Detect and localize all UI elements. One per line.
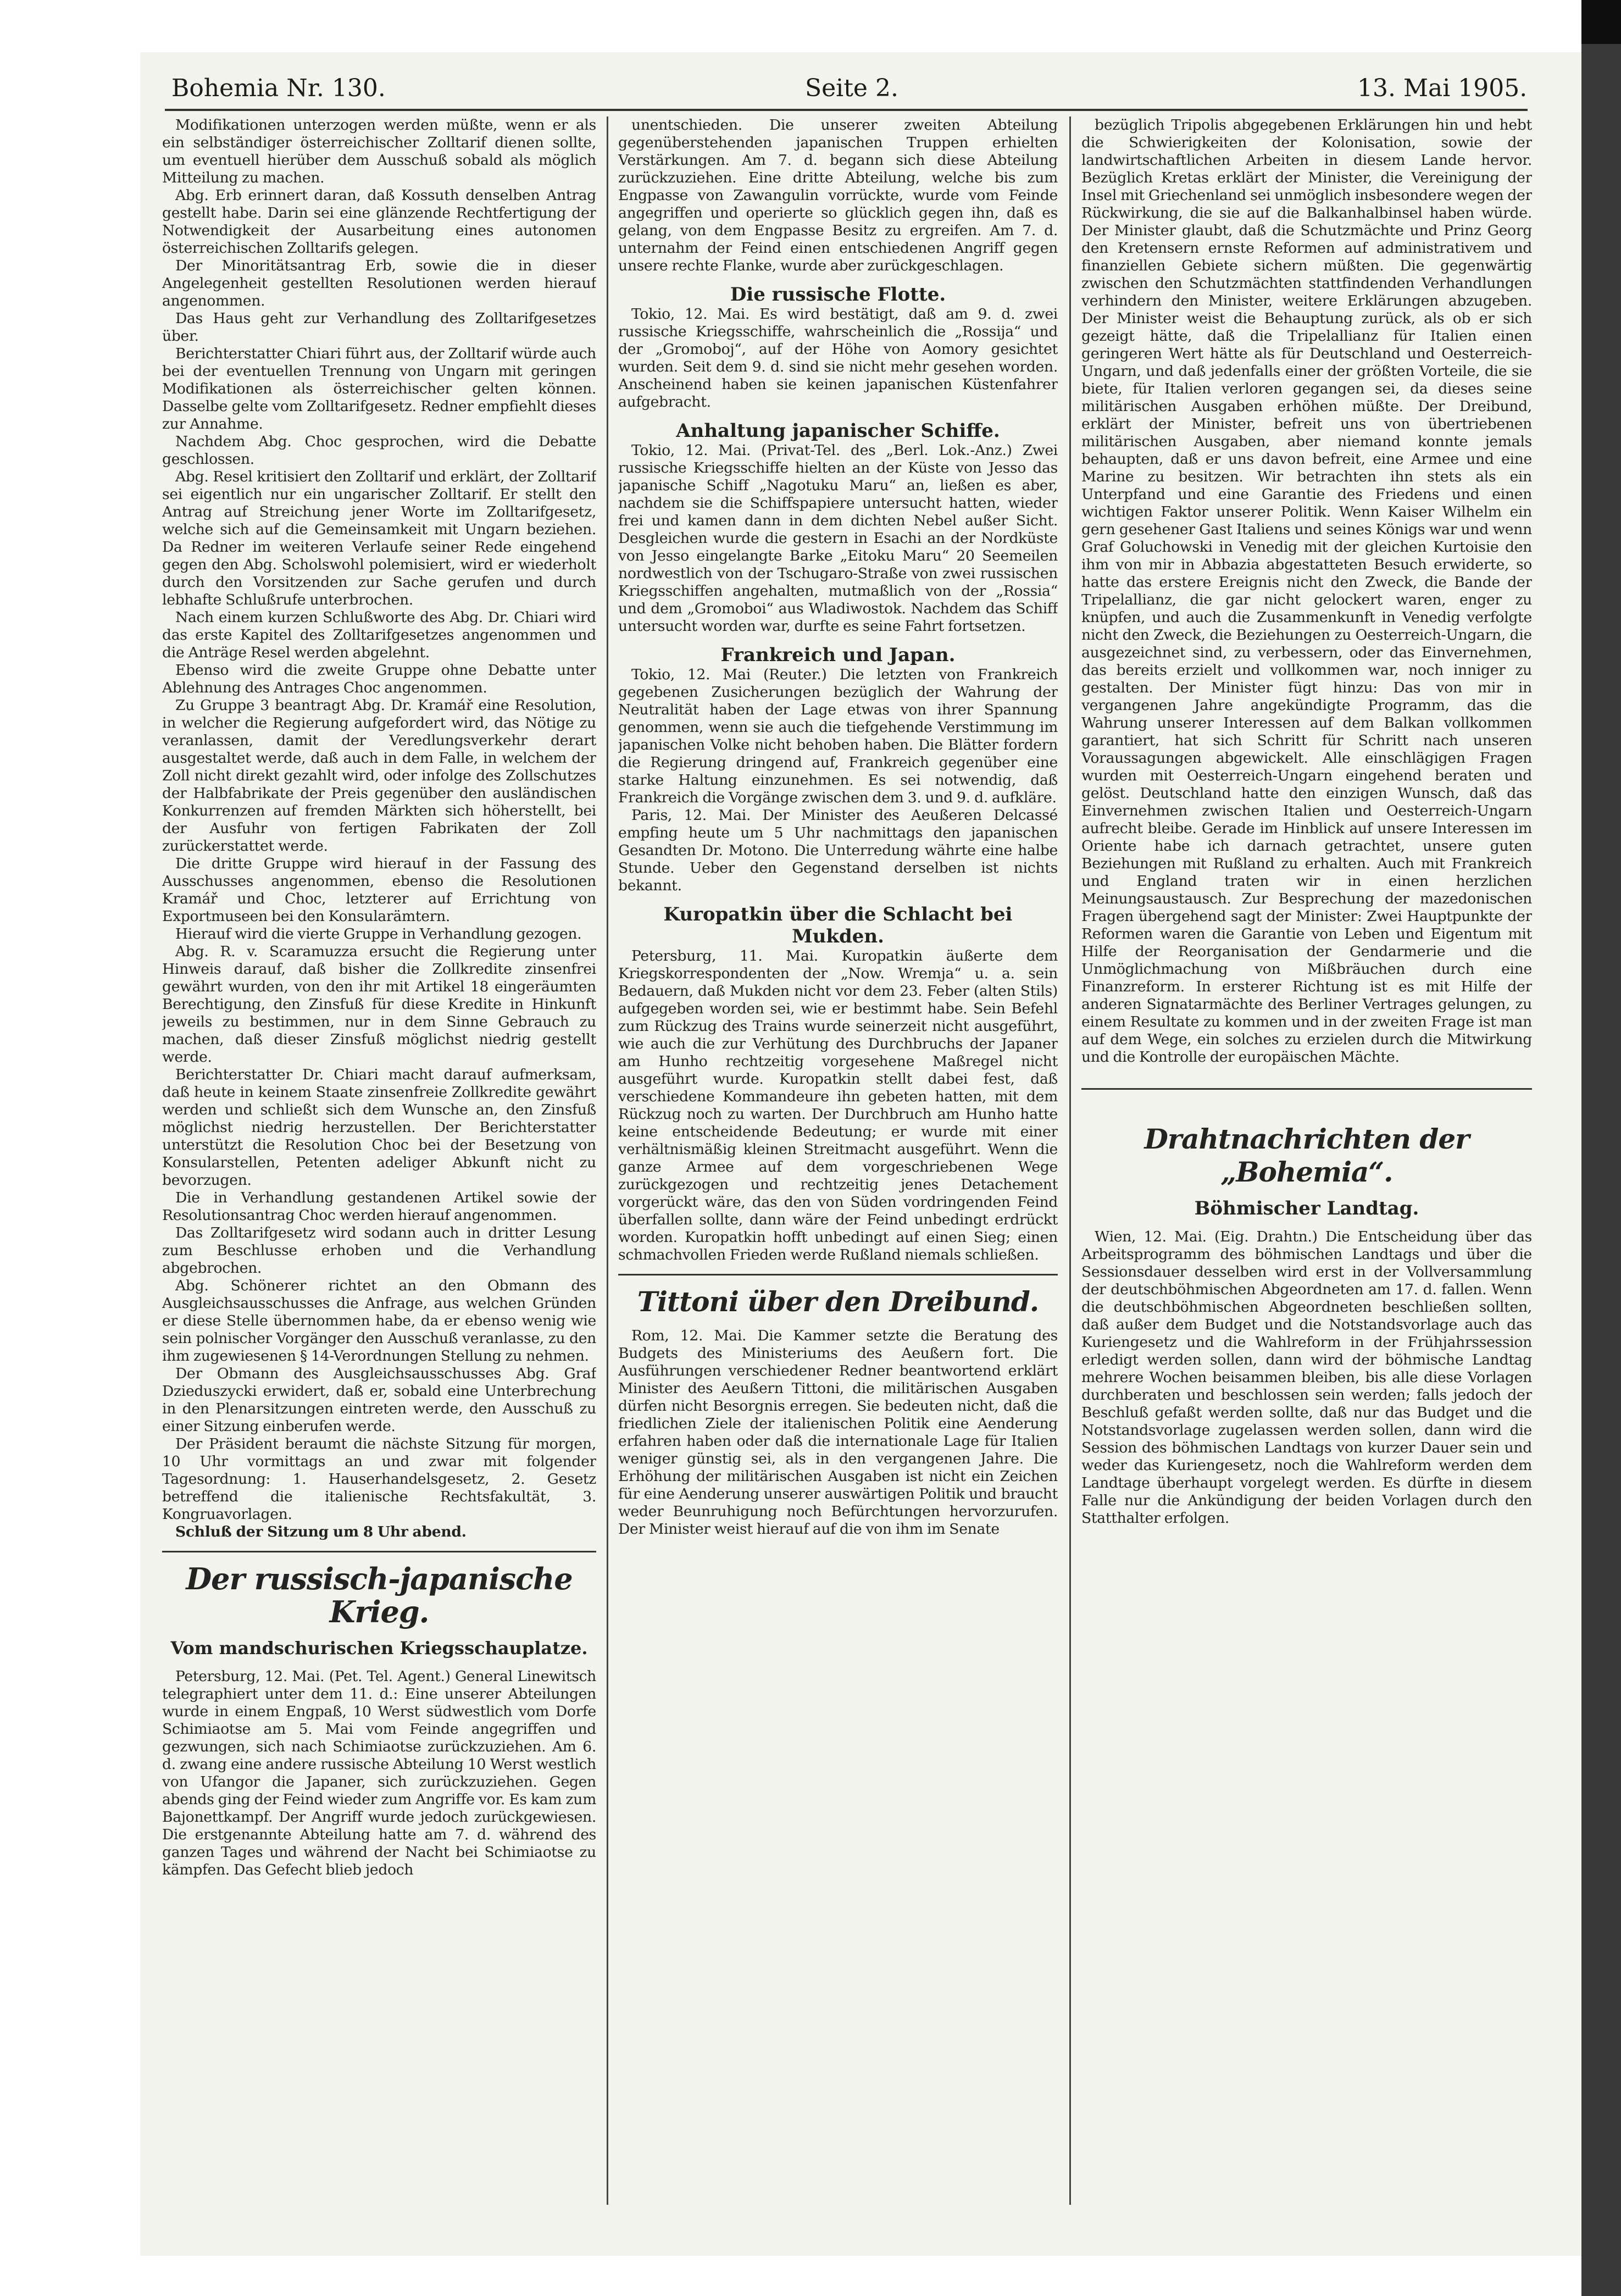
column-2: [618, 117, 1058, 2227]
paragraph: Die dritte Gruppe wird hierauf in der Fassung des Ausschusses angenommen, ebenso die Resolutionen Kramář und Choc, letzterer auf Errichtung von Exportmuseen bei den Konsularämtern.: [162, 855, 596, 925]
paragraph: Tokio, 12. Mai. Es wird bestätigt, daß am 9. d. zwei russische Kriegsschiffe, wahrscheinlich die „Rossija“ und der „Gromoboj“, auf der Höhe von Aomory gesichtet wurden. Seit dem 9. d. sind sie nicht mehr gesehen worden. Anscheinend haben sie keinen japanischen Küstenfahrer aufgebracht.: [618, 306, 1058, 411]
paragraph: Nach einem kurzen Schlußworte des Abg. Dr. Chiari wird das erste Kapitel des Zolltarifgesetzes angenommen und die Anträge Resel werden abgelehnt.: [162, 609, 596, 661]
heading-flotte: Die russische Flotte.: [730, 284, 946, 306]
column-3: [1081, 117, 1532, 2227]
paragraph: Der Präsident beraumt die nächste Sitzung für morgen, 10 Uhr vormittags an und zwar mit folgender Tagesordnung: 1. Hauserhandelsgesetz, 2. Gesetz betreffend die italienische Rechtsfakultät, 3. Kongruavorlagen.: [162, 1435, 596, 1523]
paragraph: Paris, 12. Mai. Der Minister des Aeußeren Delcassé empfing heute um 5 Uhr nachmittags den japanischen Gesandten Dr. Motono. Die Unterredung währte eine halbe Stunde. Ueber den Gegenstand derselben ist nichts bekannt.: [618, 807, 1058, 894]
column-rule: [1069, 117, 1071, 2205]
paragraph: Ebenso wird die zweite Gruppe ohne Debatte unter Ablehnung des Antrages Choc angenommen.: [162, 662, 596, 696]
session-close: Schluß der Sitzung um 8 Uhr abend.: [175, 1523, 467, 1540]
heading-anhaltung: Anhaltung japanischer Schiffe.: [676, 420, 1000, 442]
paragraph: Der Obmann des Ausgleichsausschusses Abg. Graf Dzieduszycki erwidert, daß er, sobald eine Unterbrechung in den Plenarsitzungen eintreten werde, den Ausschuß zu einer Sitzung einberufen werde.: [162, 1365, 596, 1435]
paragraph: Der Minoritätsantrag Erb, sowie die in dieser Angelegenheit gestellten Resolutionen werden hierauf angenommen.: [162, 257, 596, 309]
paragraph: bezüglich Tripolis abgegebenen Erklärungen hin und hebt die Schwierigkeiten der Kolonisation, sowie der landwirtschaftlichen Arbeiten in diesem Lande hervor. Bezüglich Kretas erklärt der Minister, die Vereinigung der Insel mit Griechenland sei unmöglich insbesondere wegen der Rückwirkung, die sie auf die Balkanhalbinsel haben würde. Der Minister glaubt, daß die Schutzmächte und Prinz Georg den Kretensern ernste Reformen auf administrativem und finanziellen Gebiete sichern müßten. Die gegenwärtig zwischen den Schutzmächten stattfindenden Verhandlungen verhindern den Minister, weitere Erklärungen abzugeben. Der Minister weist die Behauptung zurück, als ob er sich gezeigt hätte, daß die Tripelallianz für Italien einen geringeren Wert hätte als für Deutschland und Oesterreich-Ungarn, und daß jedenfalls einer der größten Vorteile, die sie biete, für Italien verloren gegangen sei, da dieses seine militärischen Ausgaben erhöhen müßte. Der Dreibund, erklärt der Minister, befreit uns von übertriebenen militärischen Ausgaben, aber niemand konnte jemals behaupten, daß er uns davon befreit, eine Armee und eine Marine zu besitzen. Wir betrachten ihn stets als ein Unterpfand und eine Garantie des Friedens und einen wichtigen Faktor unserer Politik. Wenn Kaiser Wilhelm ein gern gesehener Gast Italiens und seines Königs war und wenn Graf Goluchowski in Venedig mit der gleichen Kurtoisie den ihm von mir in Abbazia abgestatteten Besuch erwiderte, so hatte das erstere Ereignis nicht den Zweck, die Bande der Tripelallianz, die gar nicht gelockert waren, enger zu knüpfen, und auch die Zusammenkunft in Venedig verfolgte nicht den Zweck, die Beziehungen zu Oesterreich-Ungarn, die ausgezeichnet sind, zu verbessern, oder das Einvernehmen, das bereits erzielt und vollkommen war, noch inniger zu gestalten. Der Minister fügt hinzu: Das von mir in vergangenen Jahre angekündigte Programm, das die Wahrung unserer Interessen auf dem Balkan vollkommen garantiert, hat sich Schritt für Schritt nach unseren Voraussagungen abgewickelt. Alle einschlägigen Fragen wurden mit Oesterreich-Ungarn eingehend beraten und gelöst. Deutschland hatte den einzigen Wunsch, daß das Einvernehmen zwischen Italien und Oesterreich-Ungarn aufrecht bleibe. Gerade im Hinblick auf unsere Interessen im Oriente habe ich darnach getrachtet, unsere guten Beziehungen mit Rußland zu erhalten. Auch mit Frankreich und England traten wir in einen herzlichen Meinungsaustausch. Zur Besprechung der mazedonischen Fragen übergehend sagt der Minister: Zwei Hauptpunkte der Reformen waren die Garantie von Leben und Eigentum mit Hilfe der Reorganisation der Gendarmerie und die Unmöglichmachung von Mißbräuchen durch eine Finanzreform. In ersterer Richtung ist es mit Hilfe der anderen Signatarmächte des Berliner Vertrages gelungen, zu einem Resultate zu kommen und in der zweiten Frage ist man auf dem Wege, ein solches zu erzielen durch die Mitwirkung und die Kontrolle der europäischen Mächte.: [1081, 117, 1532, 1066]
paragraph: Petersburg, 11. Mai. Kuropatkin äußerte dem Kriegskorrespondenten der „Now. Wremja“ u. a. sein Bedauern, daß Mukden nicht vor dem 23. Feber (alten Stils) aufgegeben worden sei, wie er bestimmt habe. Sein Befehl zum Rückzug des Trains wurde seinerzeit nicht ausgeführt, wie auch die zur Verhütung des Durchbruchs der Japaner am Hunho rechtzeitig vorgesehene Maßregel nicht ausgeführt wurde. Kuropatkin stellt dabei fest, daß verschiedene Kommandeure ihn gebeten hatten, mit dem Rückzug noch zu warten. Der Durchbruch am Hunho hatte keine entscheidende Bedeutung; er wurde mit einer verhältnismäßig kleinen Streitmacht ausgeführt. Wenn die ganze Armee auf dem vorgeschriebenen Wege zurückgezogen und rechtzeitig jenes Detachement vorgerückt wäre, das den von Süden vordringenden Feind überfallen sollte, dann wäre der Feind unbedingt erdrückt worden. Kuropatkin hofft unbedingt auf einen Sieg; einen schmachvollen Frieden werde Rußland niemals schließen.: [618, 947, 1058, 1263]
paragraph: Petersburg, 12. Mai. (Pet. Tel. Agent.) General Linewitsch telegraphiert unter dem 11. d.: Eine unserer Abteilungen wurde in einem Engpaß, 10 Werst südwestlich vom Dorfe Schimiaotse am 5. Mai vom Feinde angegriffen und gezwungen, sich nach Schimiaotse zurückzuziehen. Am 6. d. zwang eine andere russische Abteilung 10 Werst westlich von Ufangor die Japaner, sich zurückzuziehen. Gegen abends ging der Feind wieder zum Angriffe vor. Es kam zum Bajonettkampf. Der Angriff wurde jedoch zurückgewiesen. Die erstgenannte Abteilung hatte am 7. d. während des ganzen Tages und während der Nacht bei Schimiaotse zu kämpfen. Das Gefecht blieb jedoch: [162, 1668, 596, 1878]
page-number: Seite 2.: [805, 74, 898, 102]
paragraph: Abg. R. v. Scaramuzza ersucht die Regierung unter Hinweis darauf, daß bisher die Zollkredite zinsenfrei gewährt wurden, von den ihr mit Artikel 18 eingeräumten Berechtigung, den Zinsfuß für diese Kredite in Hinkunft jeweils zu bestimmen, nur in dem Sinne Gebrauch zu machen, daß dieser Zinsfuß möglichst niedrig gestellt werde.: [162, 943, 596, 1066]
issue-date: 13. Mai 1905.: [1357, 74, 1528, 102]
masthead-left: Bohemia Nr. 130.: [171, 74, 386, 102]
paragraph: Abg. Schönerer richtet an den Obmann des Ausgleichsausschusses die Anfrage, aus welchen Gründen er diese Stelle übernommen habe, da er ebenso wenig wie sein polnischer Vorgänger den Ausschuß veranlasse, zu den ihm zugewiesenen § 14-Verordnungen Stellung zu nehmen.: [162, 1277, 596, 1365]
section-rule: [1081, 1088, 1532, 1090]
paragraph: Nachdem Abg. Choc gesprochen, wird die Debatte geschlossen.: [162, 433, 596, 468]
binding-corner: [1581, 0, 1621, 44]
heading-frankreich: Frankreich und Japan.: [720, 644, 956, 666]
heading-landtag: Böhmischer Landtag.: [1194, 1197, 1419, 1219]
paragraph: Die in Verhandlung gestandenen Artikel sowie der Resolutionsantrag Choc werden hierauf angenommen.: [162, 1189, 596, 1224]
paragraph: Rom, 12. Mai. Die Kammer setzte die Beratung des Budgets des Ministeriums des Aeußern fort. Die Ausführungen verschiedener Redner beantwortend erklärt Minister des Aeußern Tittoni, die militärischen Ausgaben dürfen nicht Besorgnis erregen. Sie bedeuten nicht, daß die friedlichen Ziele der italienischen Politik eine Aenderung erfahren haben oder daß die internationale Lage für Italien weniger günstig sei, als in den vergangenen Jahre. Die Erhöhung der militärischen Ausgaben ist nicht ein Zeichen für eine Aenderung unserer auswärtigen Politik und braucht weder Beunruhigung noch Befürchtungen hervorzurufen. Der Minister weist hierauf auf die von ihm im Senate: [618, 1327, 1058, 1538]
heading-kuropatkin: Kuropatkin über die Schlacht bei Mukden.: [663, 903, 1013, 947]
section-rule: [618, 1274, 1058, 1275]
section-rule: [162, 1551, 596, 1552]
heading-tittoni: Tittoni über den Dreibund.: [637, 1285, 1039, 1318]
paragraph: Zu Gruppe 3 beantragt Abg. Dr. Kramář eine Resolution, in welcher die Regierung aufgefordert wird, das Nötige zu veranlassen, damit der Veredlungsverkehr derart ausgestaltet werde, daß auch in dem Falle, in welchem der Zoll nicht direkt gezahlt wird, oder infolge des Zollschutzes der Halbfabrikate der Preis gegenüber den ausländischen Konkurrenzen auf fremden Märkten sich höherstellt, bei der Ausfuhr von fertigen Fabrikaten der Zoll zurückerstattet werde.: [162, 697, 596, 855]
paragraph: Abg. Erb erinnert daran, daß Kossuth denselben Antrag gestellt habe. Darin sei eine glänzende Rechtfertigung der Notwendigkeit der Ausarbeitung eines autonomen österreichischen Zolltarifs gelegen.: [162, 187, 596, 257]
column-1: [162, 117, 596, 2227]
header-rule: [165, 109, 1528, 111]
paragraph: Das Zolltarifgesetz wird sodann auch in dritter Lesung zum Beschlusse erhoben und die Verhandlung abgebrochen.: [162, 1224, 596, 1277]
paragraph: unentschieden. Die unserer zweiten Abteilung gegenüberstehenden japanischen Truppen erhielten Verstärkungen. Am 7. d. begann sich diese Abteilung zurückzuziehen. Eine dritte Abteilung, welche bis zum Engpasse von Zawangulin vorrückte, wurde vom Feinde angegriffen und operierte so glücklich gegen ihn, daß es gelang, von dem Engpasse Besitz zu ergreifen. Am 7. d. unternahm der Feind einen entschiedenen Angriff gegen unsere rechte Flanke, wurde aber zurückgeschlagen.: [618, 117, 1058, 274]
paragraph: Hierauf wird die vierte Gruppe in Verhandlung gezogen.: [175, 925, 582, 942]
paragraph: Wien, 12. Mai. (Eig. Drahtn.) Die Entscheidung über das Arbeitsprogramm des böhmischen Landtags und über die Sessionsdauer desselben wird erst in der Vollversammlung der deutschböhmischen Abgeordneten am 17. d. fallen. Wenn die deutschböhmischen Abgeordneten beschließen sollten, daß außer dem Budget und die Notstandsvorlage auch das Kuriengesetz und die Wahlreform in der Frühjahrssession erledigt werden sollen, dann wird der böhmische Landtag mehrere Wochen beisammen bleiben, bis alle diese Vorlagen durchberaten und beschlossen sein werden; falls jedoch der Beschluß gefaßt werden sollte, daß nur das Budget und die Notstandsvorlage zugelassen werden sollen, dann wird die Session des böhmischen Landtags von kurzer Dauer sein und weder das Kuriengesetz, noch die Wahlreform werden dem Landtage überhaupt vorgelegt werden. Es dürfte in diesem Falle nur die Ankündigung der beiden Vorlagen durch den Statthalter erfolgen.: [1081, 1228, 1532, 1527]
war-headline: Der russisch-japanische Krieg.: [186, 1561, 573, 1629]
paragraph: Tokio, 12. Mai. (Privat-Tel. des „Berl. Lok.-Anz.) Zwei russische Kriegsschiffe hielten an der Küste von Jesso das japanische Schiff „Nagotuku Maru“ an, ließen es aber, nachdem sie die Schiffspapiere untersucht hatten, wieder frei und kamen dann in dem dichten Nebel außer Sicht. Desgleichen wurde die gestern in Esachi an der Nordküste von Jesso eingelangte Barke „Eitoku Maru“ 20 Seemeilen nordwestlich von der Tschugaro-Straße von zwei russischen Kriegsschiffen angehalten, mutmaßlich von der „Rossia“ und dem „Gromoboi“ aus Wladiwostok. Nachdem das Schiff untersucht worden war, durfte es seine Fahrt fortsetzen.: [618, 442, 1058, 635]
paragraph: Berichterstatter Dr. Chiari macht darauf aufmerksam, daß heute in keinem Staate zinsenfreie Zollkredite gewährt werden und schließt sich dem Wunsche an, den Zinsfuß möglichst niedrig herzustellen. Der Berichterstatter unterstützt die Resolution Choc bei der Besetzung von Konsularstellen, Petenten adeliger Abkunft nicht zu bevorzugen.: [162, 1066, 596, 1189]
war-subheadline: Vom mandschurischen Kriegsschauplatze.: [170, 1638, 588, 1659]
paragraph: Modifikationen unterzogen werden müßte, wenn er als ein selbständiger österreichischer Zolltarif dienen sollte, um eventuell hierüber dem Ausschuß sobald als möglich Mitteilung zu machen.: [162, 117, 596, 186]
paragraph: Das Haus geht zur Verhandlung des Zolltarifgesetzes über.: [162, 310, 596, 345]
heading-drahtnachrichten: Drahtnachrichten der „Bohemia“.: [1144, 1123, 1469, 1188]
binding-edge: [1581, 0, 1621, 2296]
paragraph: Tokio, 12. Mai (Reuter.) Die letzten von Frankreich gegebenen Zusicherungen bezüglich der Wahrung der Neutralität haben der Lage etwas von ihrer Spannung genommen, wenn sie auch die tiefgehende Verstimmung im japanischen Volke nicht behoben haben. Die Blätter fordern die Regierung dringend auf, Frankreich gegenüber eine starke Haltung einzunehmen. Es sei notwendig, daß Frankreich die Vorgänge zwischen dem 3. und 9. d. aufkläre.: [618, 666, 1058, 806]
paragraph: Abg. Resel kritisiert den Zolltarif und erklärt, der Zolltarif sei eigentlich nur ein ungarischer Zolltarif. Er stellt den Antrag auf Streichung jener Worte im Zolltarifgesetz, welche sich auf die Gemeinsamkeit mit Ungarn beziehen. Da Redner im weiteren Verlaufe seiner Rede eingehend gegen den Abg. Scholswohl polemisiert, wird er wiederholt durch den Vorsitzenden zur Sache gerufen und durch lebhafte Schlußrufe unterbrochen.: [162, 468, 596, 608]
paragraph: Berichterstatter Chiari führt aus, der Zolltarif würde auch bei der eventuellen Trennung von Ungarn mit geringen Modifikationen als österreichischer gelten können. Dasselbe gelte vom Zolltarifgesetz. Redner empfiehlt dieses zur Annahme.: [162, 345, 596, 432]
column-rule: [607, 117, 608, 2205]
